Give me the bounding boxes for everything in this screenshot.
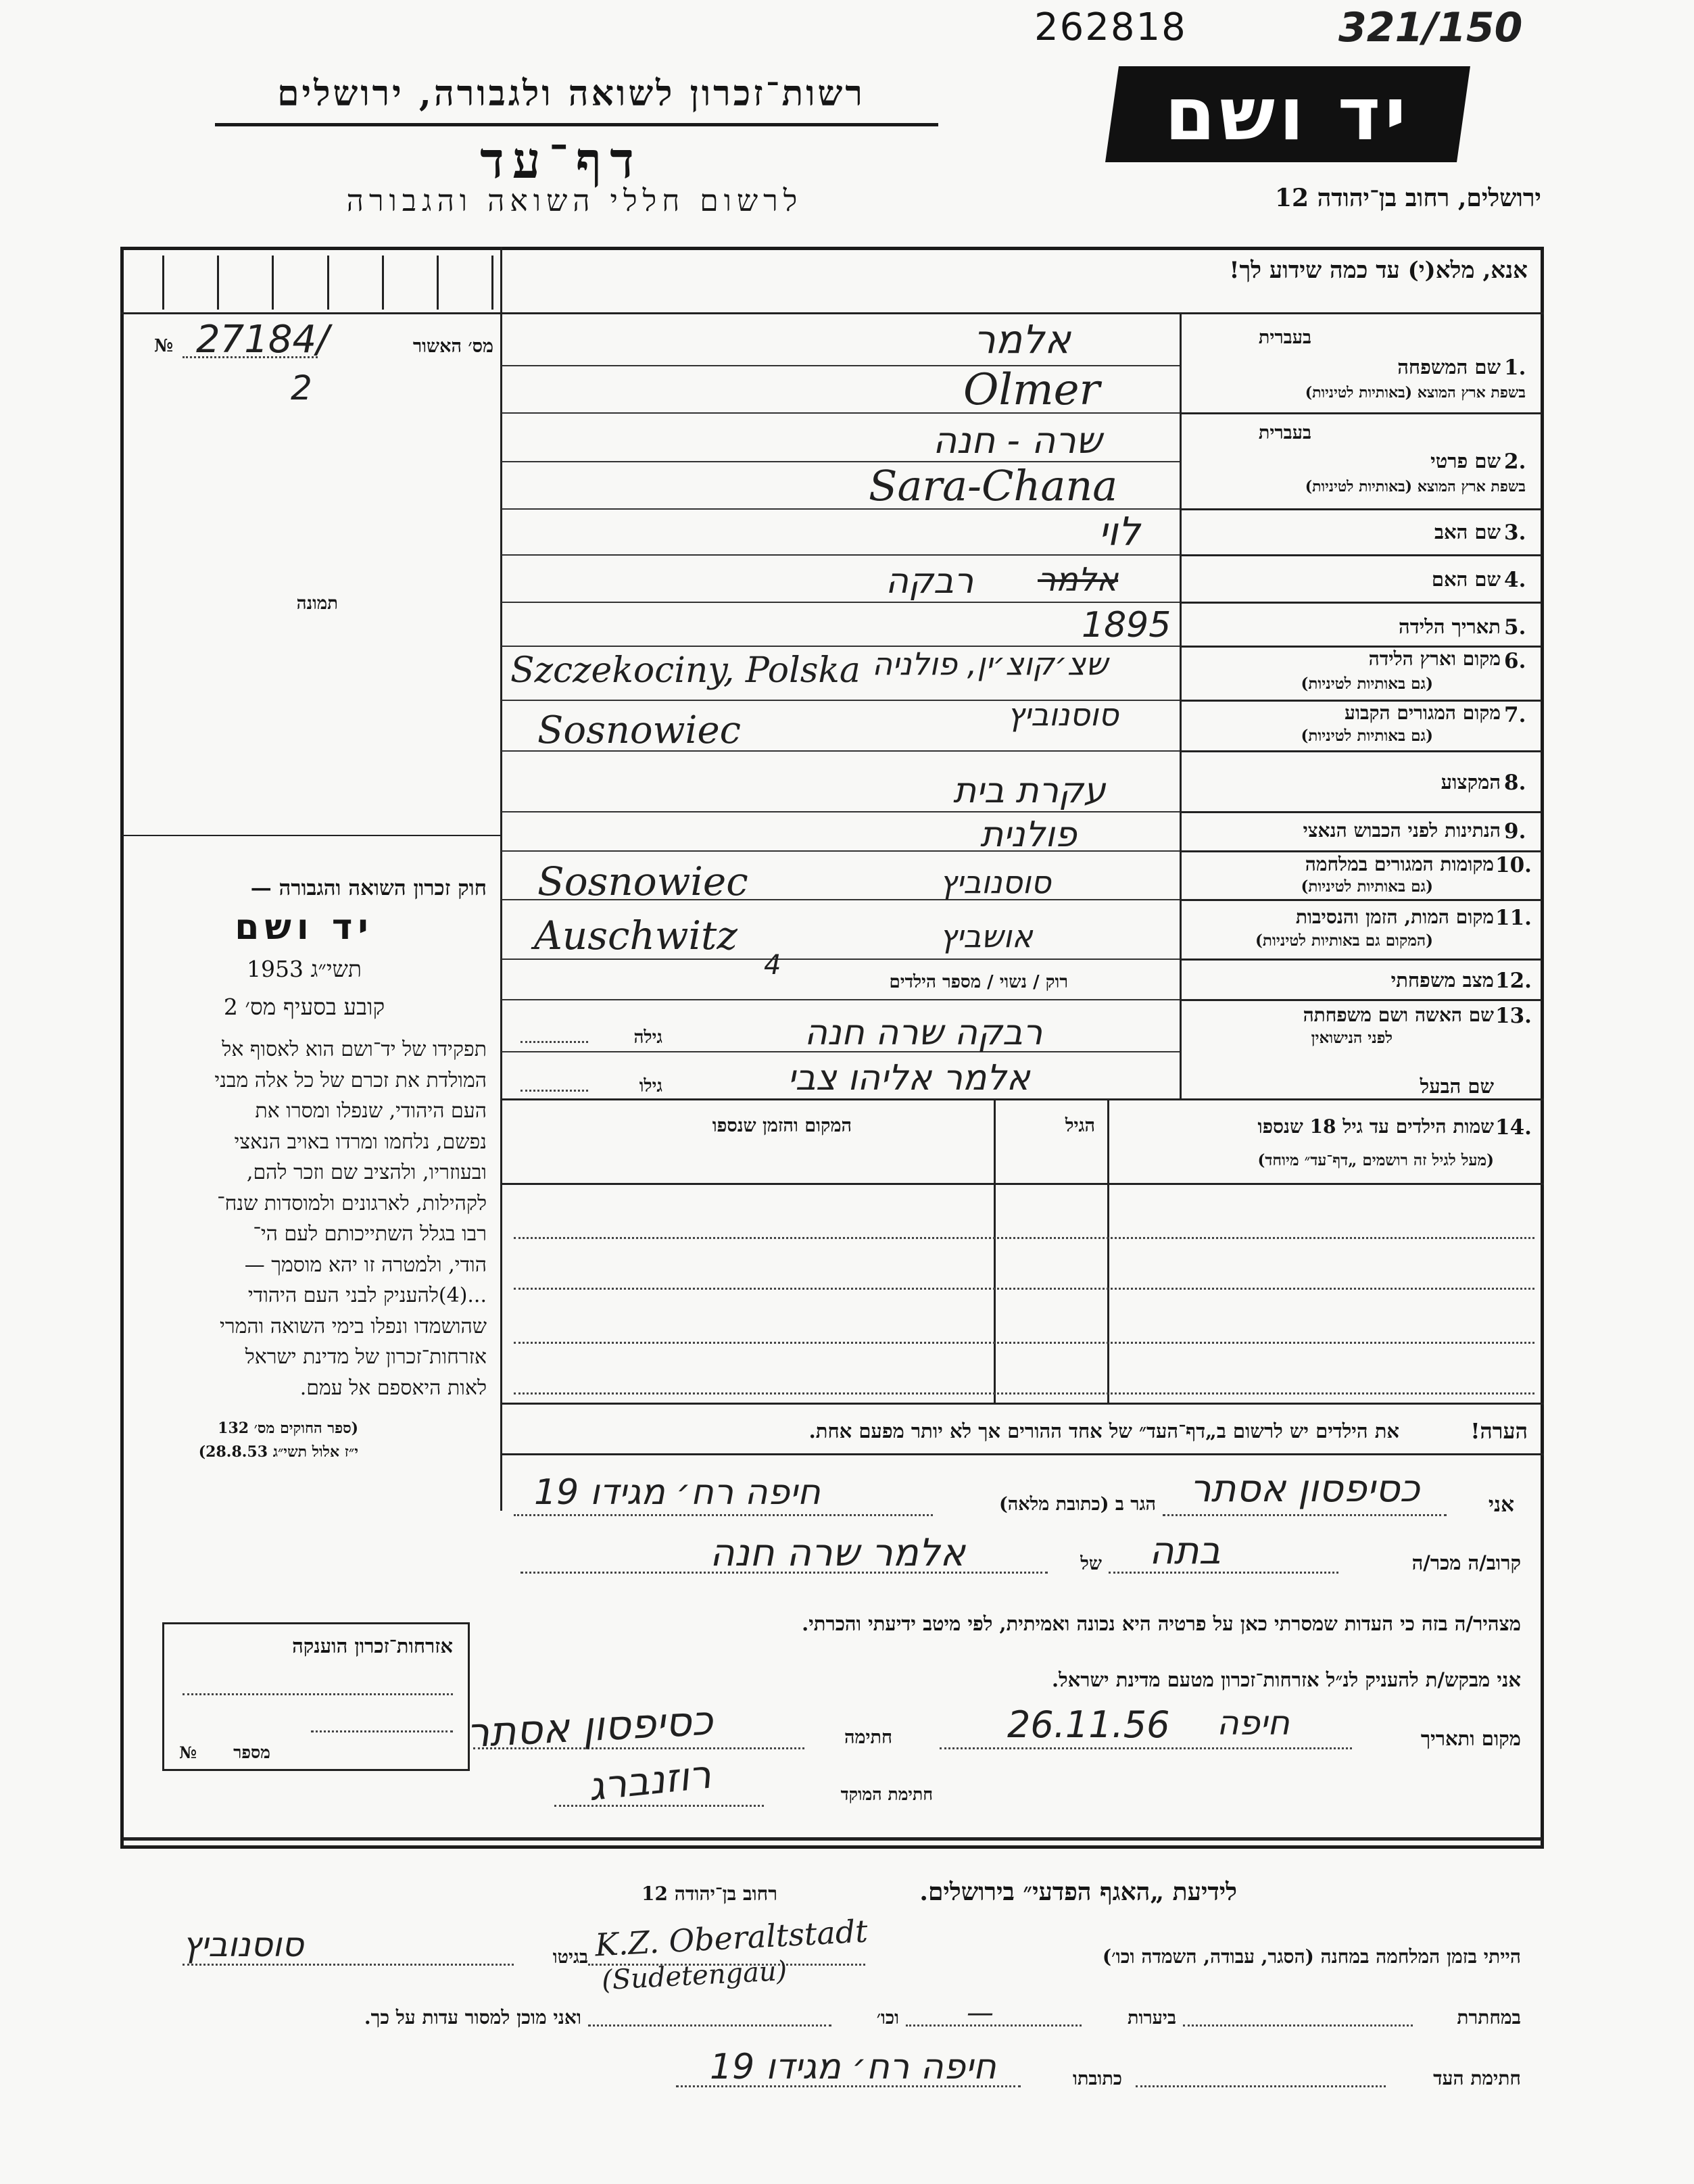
decl-name-value: כסיפסון אסתר	[1190, 1467, 1420, 1511]
f13-age-dots	[521, 1041, 588, 1043]
f3-number: 3.	[1504, 520, 1526, 545]
decl-clerk-label: חתימת המוקד	[840, 1785, 933, 1804]
decl-address-value: חיפה רח׳ מגידו 19	[534, 1472, 821, 1513]
row-sep	[1180, 554, 1541, 556]
row-sep	[1180, 508, 1541, 510]
citizenship-no-mark: №	[179, 1743, 197, 1762]
row-sep	[1180, 750, 1541, 752]
f13-value: רבקה שרה חנה	[804, 1013, 1043, 1053]
husband-age-label: גילו	[639, 1076, 662, 1096]
value-line	[502, 999, 1180, 1000]
yad-vashem-logo	[1105, 66, 1470, 162]
decl-of-label: של	[1080, 1553, 1102, 1574]
approval-suffix: 2	[291, 368, 312, 408]
f8-label: המקצוע	[1441, 771, 1501, 794]
fighter-ghetto-label: בגיטו	[552, 1947, 588, 1968]
row-sep	[1180, 958, 1541, 961]
f7-value-he: סוסנוביץ	[1007, 696, 1119, 733]
header-address: ירושלים, רחוב בן־יהודה 12	[1274, 184, 1541, 212]
decl-of-value: אלמר שרה חנה	[710, 1531, 965, 1575]
fighter-ready-label: ואני מוכן למסור עדות על כך.	[364, 2006, 581, 2029]
law-year: תשי״ג 1953	[246, 956, 362, 982]
f4-struck-value: אלמר	[1038, 561, 1119, 599]
archive-number: 262818	[1034, 5, 1187, 49]
f14-col-place: המקום והזמן שנספו	[712, 1115, 852, 1136]
approval-number: 27184/	[196, 318, 330, 362]
f2-value-lat: Sara-Chana	[869, 461, 1118, 510]
f6-value-he: שצ׳קוצ׳ין, פולניה	[872, 646, 1108, 682]
f14-number: 14.	[1495, 1115, 1532, 1140]
f3-label: שם האב	[1434, 520, 1501, 543]
f14-header-line	[502, 1183, 1544, 1185]
f10-value-he: סוסנוביץ	[940, 864, 1051, 900]
decl-address-dots	[514, 1514, 933, 1516]
f12-number: 12.	[1495, 969, 1532, 993]
side-panel-border	[500, 247, 502, 1409]
row-sep	[1180, 412, 1541, 414]
approval-label: מס׳ האשור	[412, 336, 493, 357]
f4-label: שם האם	[1431, 568, 1501, 591]
label-column-border	[1180, 312, 1182, 1100]
law-section: קובע בסעיף מס׳ 2	[223, 994, 385, 1020]
f11-number: 11.	[1495, 906, 1532, 930]
value-line	[502, 811, 1180, 812]
note-text: את הילדים יש לרשום ב„דף־העד״ של אחד ההורים אך לא יותר מפעם אחת.	[808, 1419, 1399, 1442]
f1-hebrew-label: בעברית	[1258, 327, 1311, 348]
decl-clerk-value: רוזנברג	[585, 1751, 714, 1810]
f2-hebrew-label: בעברית	[1258, 422, 1311, 443]
section-14-top	[502, 1098, 1544, 1100]
fighter-divider	[124, 1837, 1542, 1841]
side-panel-border-lower	[500, 1409, 502, 1511]
law-line: אזרחות־זכרון של מדינת ישראל	[245, 1345, 487, 1369]
note-bottom	[502, 1453, 1544, 1455]
f7-label: מקום המגורים הקבוע	[1345, 702, 1501, 724]
f1-sub: בשפת ארץ המוצא (באותיות לטיניות)	[1305, 384, 1526, 402]
decl-signature-label: חתימה	[844, 1727, 892, 1748]
law-line: לקהילות, לארגונים ולמוסדות שנח־	[217, 1191, 487, 1215]
fighter-sig-dots	[1136, 2085, 1386, 2087]
f6-sub: (גם באותיות לטיניות)	[1301, 675, 1433, 693]
f13-age-label: גילה	[633, 1027, 662, 1048]
fighter-camp-value: K.Z. Oberaltstadt	[594, 1912, 869, 1964]
fighter-etc-label: וכו׳	[876, 2008, 899, 2029]
f13-sub: לפני הנישואין	[1311, 1029, 1393, 1047]
f14-label: שמות הילדים עד גיל 18 שנספו	[1257, 1115, 1494, 1138]
law-line: המולדת את זכרם של כל אלה מבני	[214, 1068, 487, 1092]
decl-clerk-dots	[554, 1805, 764, 1807]
f2-value-he: שרה - חנה	[933, 419, 1103, 462]
f13-label: שם האשה ושם משפחתה	[1303, 1004, 1494, 1026]
husband-age-dots	[521, 1090, 588, 1092]
f9-value: פולנית	[980, 815, 1077, 855]
note-label: הערה!	[1470, 1418, 1528, 1444]
no-mark: №	[154, 336, 174, 356]
law-line: רבו בגלל השתייכותם לעם הי־	[253, 1222, 487, 1246]
f2-label: שם פרטי	[1430, 450, 1501, 472]
f10-sub: (גם באותיות לטיניות)	[1301, 877, 1433, 896]
fighter-ghetto-value: סוסנוביץ	[183, 1925, 304, 1964]
fighter-address: רחוב בן־יהודה 12	[642, 1883, 777, 1905]
f11-value-lat: Auschwitz	[534, 913, 737, 958]
f4-value: רבקה	[886, 561, 974, 602]
top-row-divider	[120, 312, 1544, 314]
f7-sub: (גם באותיות לטיניות)	[1301, 727, 1433, 745]
f10-number: 10.	[1495, 853, 1532, 877]
decl-relative-label: קרוב/ה מכר/ה	[1411, 1551, 1521, 1574]
decl-relation-value: בתה	[1149, 1529, 1221, 1573]
husband-value: אלמר אליהו צבי	[788, 1058, 1030, 1098]
f1-value-he: אלמר	[973, 316, 1071, 362]
f7-value-lat: Sosnowiec	[537, 708, 741, 752]
f13-number: 13.	[1495, 1004, 1532, 1028]
f11-label: מקום המות, הזמן והנסיבות	[1295, 906, 1494, 928]
fighter-divider-2	[124, 1845, 1542, 1847]
f1-number: 1.	[1504, 356, 1526, 380]
fighter-address-value: חיפה רח׳ מגידו 19	[710, 2047, 996, 2087]
citizenship-title: אזרחות־זכרון הוענקה	[292, 1634, 453, 1657]
value-line	[502, 850, 1180, 852]
fighter-title: לידיעת „האגף הפדעי״ בירושלים.	[919, 1878, 1237, 1906]
f14-row	[514, 1288, 1534, 1290]
f9-number: 9.	[1504, 819, 1526, 844]
law-line: העם היהודי, שנפלו ומסרו את	[255, 1099, 487, 1123]
f7-number: 7.	[1504, 703, 1526, 727]
husband-label: שם הבעל	[1420, 1075, 1494, 1098]
f6-number: 6.	[1504, 649, 1526, 673]
decl-place-date-label: מקום ותאריך	[1420, 1727, 1521, 1750]
f14-row	[514, 1392, 1534, 1394]
authority-underline	[215, 123, 938, 126]
law-line: תפקידו של יד־ושם הוא לאסוף אל	[222, 1038, 487, 1061]
fighter-underground-label: במחתרת	[1457, 2006, 1521, 2029]
fighter-forests-value: —	[967, 1997, 994, 2029]
law-line: ובעוזריו, ולהציב שם וזכר להם,	[246, 1161, 487, 1184]
f6-label: מקום וארץ הלידה	[1368, 648, 1501, 670]
law-title: חוק זכרון השואה והגבורה —	[250, 876, 487, 900]
fighter-witness-sig-label: חתימת העד	[1433, 2067, 1521, 2089]
fighter-line1-label: הייתי בזמן המלחמה במחנה (הסגר, עבודה, השמדה וכו׳)	[1102, 1945, 1521, 1968]
f11-sub: (המקום גם באותיות לטיניות)	[1255, 931, 1433, 950]
form-title: דף־עד	[480, 132, 642, 190]
f6-value-lat: Szczekociny, Polska	[510, 650, 861, 691]
f2-number: 2.	[1504, 450, 1526, 474]
f11-value-he: אושביץ	[940, 918, 1033, 954]
law-line: נפשם, נלחמו ומרדו באויב הנאצי	[234, 1130, 487, 1154]
citizenship-dots	[311, 1730, 453, 1732]
fighter-camp-value-2: (Sudetengau)	[600, 1955, 788, 1997]
citizenship-number-label: מספר	[233, 1743, 270, 1762]
value-line	[502, 554, 1180, 556]
row-sep	[1180, 999, 1541, 1001]
f14-row	[514, 1237, 1534, 1239]
f10-label: מקומות המגורים במלחמה	[1305, 853, 1494, 875]
f14-row	[514, 1342, 1534, 1344]
fighter-address-label: כתובתו	[1073, 2068, 1122, 2089]
f14-col-divider	[994, 1098, 996, 1403]
decl-date-value: 26.11.56	[1007, 1703, 1170, 1746]
row-sep	[1180, 899, 1541, 901]
decl-signature-value: כסיפסון אסתר	[465, 1697, 715, 1757]
photo-box-bottom	[122, 835, 502, 836]
law-ref-1: (ספר החוקים מס׳ 132	[218, 1419, 358, 1437]
law-line: שהושמדו ונפלו בימי השואה והמרי	[219, 1314, 487, 1338]
photo-label: תמונה	[296, 593, 338, 614]
law-ref-2: י״ז אלול תשי״ג 28.8.53)	[198, 1443, 358, 1461]
f9-label: הנתינות לפני הכבוש הנאצי	[1303, 819, 1501, 842]
f5-value: 1895	[1082, 605, 1171, 646]
decl-relation-dots	[1109, 1572, 1338, 1574]
value-line	[502, 602, 1180, 603]
decl-place-value: חיפה	[1217, 1703, 1290, 1743]
f2-sub: בשפת ארץ המוצא (באותיות לטיניות)	[1305, 478, 1526, 495]
f5-label: תאריך הלידה	[1399, 615, 1501, 638]
authority-line: רשות־זכרון לשואה ולגבורה, ירושלים	[277, 73, 865, 114]
f8-number: 8.	[1504, 771, 1526, 795]
row-sep	[1180, 602, 1541, 604]
law-line: הודי, ולמטרה זו יהא מוסמך —	[244, 1253, 487, 1277]
f14-col-age: הגיל	[1065, 1115, 1095, 1136]
fighter-forests-label: ביערות	[1127, 2008, 1176, 2029]
f1-label: שם המשפחה	[1397, 356, 1501, 379]
decl-name-dots	[1163, 1514, 1447, 1516]
value-line	[502, 958, 1180, 960]
decl-statement: מצהיר/ה בזה כי העדות שמסרתי כאן על פרטיה היא נכונה ואמיתית, לפי מיטב ידיעתי והכרתי.	[802, 1612, 1521, 1635]
f8-value: עקרת בית	[953, 771, 1106, 811]
note-top	[502, 1403, 1544, 1405]
logo-text: יד ושם	[1165, 72, 1411, 157]
f12-label: מצב משפחתי	[1390, 969, 1494, 992]
f12-options: רוק / נשוי / מספר הילדים	[889, 972, 1068, 992]
law-line: ...(4)להעניק לבני העם היהודי	[247, 1284, 487, 1307]
decl-resides-label: הגר ב (כתובת מלאה)	[998, 1494, 1156, 1515]
fighter-etc-dots	[588, 2024, 831, 2027]
approval-underline	[183, 356, 318, 358]
instruction-text: אנא, מלא(י) עד כמה שידוע לך!	[1229, 257, 1528, 284]
f1-value-lat: Olmer	[963, 365, 1100, 415]
code-boxes	[162, 256, 493, 310]
fighter-forests-dots	[906, 2024, 1082, 2027]
f5-number: 5.	[1504, 615, 1526, 639]
f4-number: 4.	[1504, 568, 1526, 592]
decl-request: אני מבקש/ת להעניק לנ״ל אזרחות־זכרון מטעם מדינת ישראל.	[1052, 1668, 1521, 1691]
f10-value-lat: Sosnowiec	[537, 858, 748, 904]
form-subtitle: לרשום חללי השואה והגבורה	[346, 184, 803, 218]
row-sep	[1180, 811, 1541, 813]
fighter-underground-dots	[1183, 2024, 1413, 2027]
f14-col-divider	[1107, 1098, 1109, 1403]
f3-value: לוי	[1098, 508, 1140, 554]
citizenship-dots	[183, 1693, 453, 1695]
f12-value: 4	[764, 950, 781, 981]
decl-date-dots	[940, 1747, 1352, 1749]
law-line: לאות היאספם אל עמם.	[299, 1376, 487, 1400]
law-logo: יד ושם	[235, 907, 374, 948]
archive-number-2: 321/150	[1338, 4, 1523, 51]
row-sep	[1180, 850, 1541, 852]
decl-ani: אני	[1488, 1493, 1514, 1517]
law-text	[128, 1034, 487, 1403]
f14-sub: (מעל לגיל זה רושמים „דף־עד״ מיוחד)	[1257, 1151, 1494, 1169]
